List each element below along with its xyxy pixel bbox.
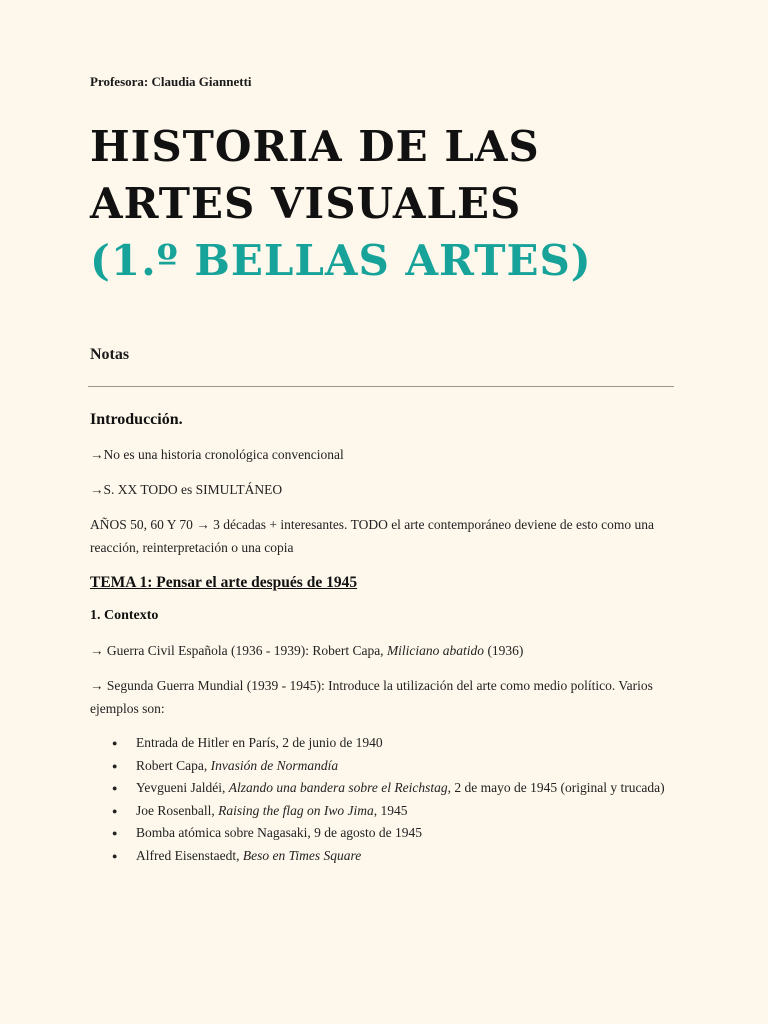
artwork-title: Beso en Times Square [242,847,362,863]
title-line-1: HISTORIA DE LAS [90,122,540,171]
context-text: (1936) [484,643,524,658]
list-item-text: Joe Rosenball, [136,802,219,818]
list-item [90,777,682,800]
list-item-text: Alfred Eisenstaedt, [136,847,243,863]
artwork-title: Alzando una bandera sobre el Reichstag [228,780,448,795]
list-item [90,800,682,823]
notes-content [90,408,682,867]
list-item-text: Entrada de Hitler en París, 2 de junio de 1940 [136,735,383,750]
intro-paragraph-2: →S. XX TODO es SIMULTÁNEO [90,482,283,497]
list-item [90,755,682,778]
list-item-text: , 1945 [373,802,408,818]
list-item-text: Yevgueni Jaldéi, [136,780,229,795]
artwork-title: Raising the flag on Iwo Jima [218,802,374,818]
list-item [90,822,682,845]
context-subheading: 1. Contexto [90,608,159,623]
list-item [90,845,682,868]
context-paragraph-2: → Segunda Guerra Mundial (1939 - 1945): Introduce la utilización del arte como medio político. Varios ejemplos son: [90,678,653,716]
divider [88,386,674,387]
artwork-title: Invasión de Normandía [210,757,339,773]
intro-paragraph-1: →No es una historia cronológica convencional [90,447,344,462]
list-item-text: Bomba atómica sobre Nagasaki, 9 de agosto de 1945 [136,825,423,840]
artwork-title: Miliciano abatido [386,643,485,658]
section-label: Notas [90,346,130,363]
document-title [90,118,690,289]
intro-paragraph-3: AÑOS 50, 60 Y 70 → 3 décadas + interesantes. TODO el arte contemporáneo deviene de esto como una reacción, reinterpretación o una copia [90,517,654,555]
author-line: Profesora: Claudia Giannetti [90,74,252,89]
examples-list [90,732,682,867]
title-line-2: ARTES VISUALES [90,179,522,228]
tema-heading: TEMA 1: Pensar el arte después de 1945 [90,574,358,591]
context-text: → Guerra Civil Española (1936 - 1939): Robert Capa, [90,643,387,658]
context-paragraph-1 [90,639,682,662]
title-line-3: (1.º BELLAS ARTES) [90,236,592,285]
list-item-text: , 2 de mayo de 1945 (original y trucada) [447,780,665,795]
list-item [90,732,682,755]
list-item-text: Robert Capa, [136,757,211,773]
intro-heading: Introducción. [90,411,183,428]
